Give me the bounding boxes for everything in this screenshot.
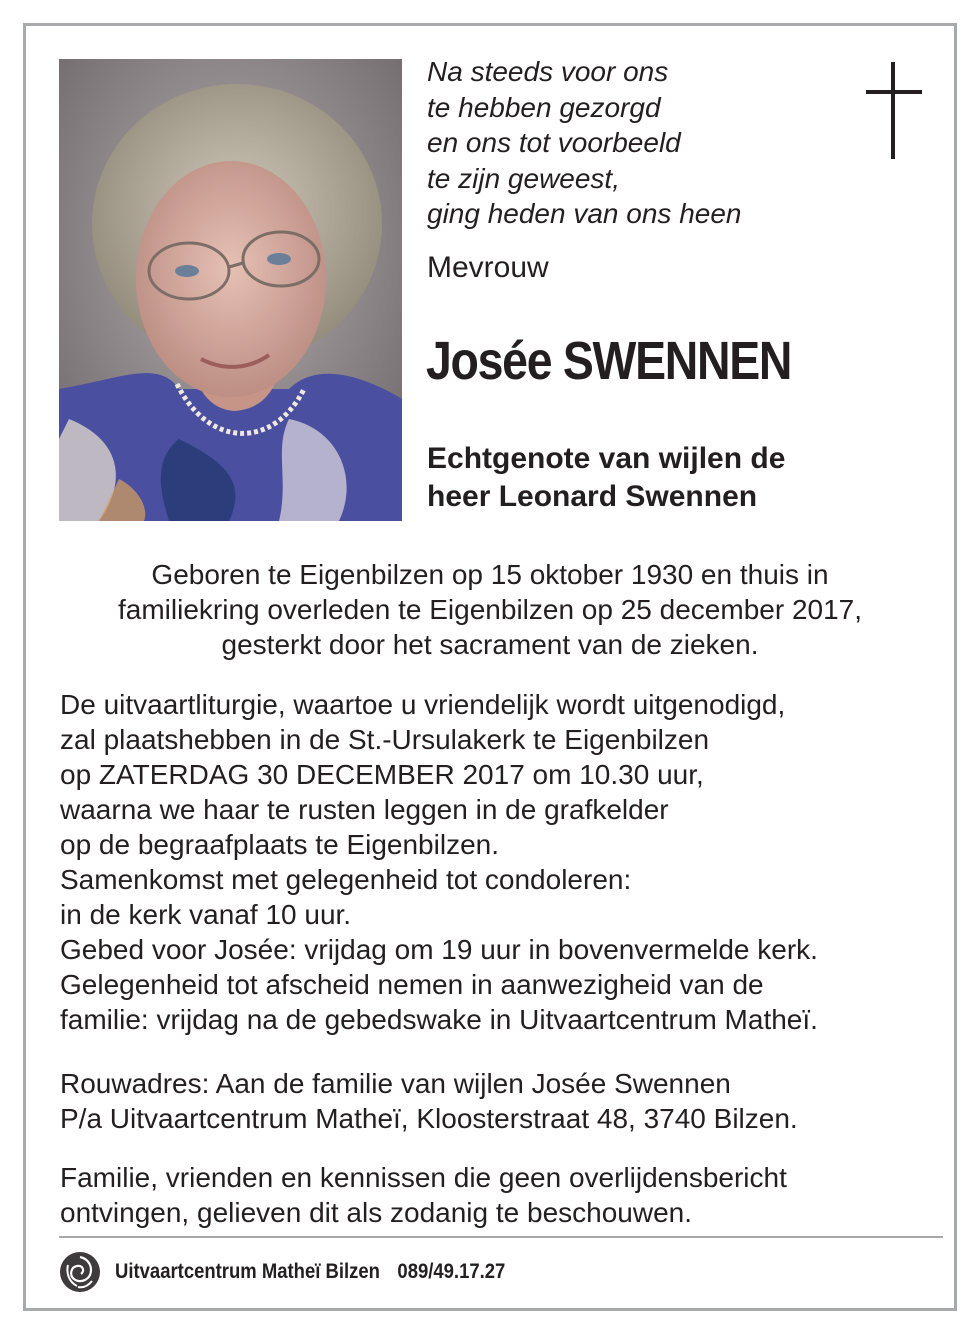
funeral-line: waarna we haar te rusten leggen in de grafkelder (60, 794, 669, 825)
funeral-line: Gelegenheid tot afscheid nemen in aanwezigheid van de (60, 969, 764, 1000)
funeral-line: zal plaatshebben in de St.-Ursulakerk te Eigenbilzen (60, 724, 710, 755)
funeral-line: op de begraafplaats te Eigenbilzen. (60, 829, 499, 860)
footer-divider (59, 1236, 943, 1238)
birth-death-line: Geboren te Eigenbilzen op 15 oktober 1930 en thuis in (151, 559, 829, 590)
rose-logo-icon (59, 1251, 101, 1293)
birth-death-line: gesterkt door het sacrament van de zieken. (221, 629, 759, 660)
poem-line: en ons tot voorbeeld (427, 127, 681, 158)
spouse-info (427, 440, 785, 516)
birth-death-line: familiekring overleden te Eigenbilzen op 25 december 2017, (117, 594, 863, 625)
spouse-line: heer Leonard Swennen (427, 480, 758, 513)
salutation: Mevrouw (427, 251, 549, 284)
funeral-line: De uitvaartliturgie, waartoe u vriendelijk wordt uitgenodigd, (60, 689, 786, 720)
funeral-line: in de kerk vanaf 10 uur. (60, 899, 352, 930)
poem-line: te hebben gezorgd (427, 91, 661, 123)
funeral-line: Gebed voor Josée: vrijdag om 19 uur in bovenvermelde kerk. (60, 934, 818, 965)
notice-line: ontvingen, gelieven dit als zodanig te beschouwen. (60, 1197, 692, 1228)
funeral-line: op ZATERDAG 30 DECEMBER 2017 om 10.30 uur, (60, 759, 704, 790)
phone-number: 089/49.17.27 (397, 1260, 506, 1283)
poem-line: te zijn geweest, (427, 162, 620, 194)
portrait-photo (59, 59, 402, 521)
poem-line: ging heden van ons heen (427, 198, 742, 229)
address-line: P/a Uitvaartcentrum Matheï, Kloosterstraat 48, 3740 Bilzen. (60, 1103, 798, 1134)
deceased-name: Josée SWENNEN (426, 331, 792, 391)
notice-line: Familie, vrienden en kennissen die geen overlijdensbericht (60, 1162, 787, 1193)
company-name: Uitvaartcentrum Matheï Bilzen (115, 1260, 380, 1283)
funeral-line: familie: vrijdag na de gebedswake in Uitvaartcentrum Matheï. (60, 1004, 818, 1035)
footer (59, 1250, 573, 1294)
funeral-paragraph (60, 687, 818, 1037)
cross-icon (866, 62, 922, 160)
funeral-line: Samenkomst met gelegenheid tot condoleren: (60, 864, 632, 895)
address-line: Rouwadres: Aan de familie van wijlen Josée Swennen (60, 1068, 731, 1099)
notice-paragraph (60, 1160, 787, 1230)
poem-line: Na steeds voor ons (427, 56, 669, 87)
birth-death-paragraph (40, 557, 940, 662)
spouse-line: Echtgenote van wijlen de (427, 442, 786, 475)
address-paragraph (60, 1066, 798, 1136)
poem (427, 54, 742, 232)
